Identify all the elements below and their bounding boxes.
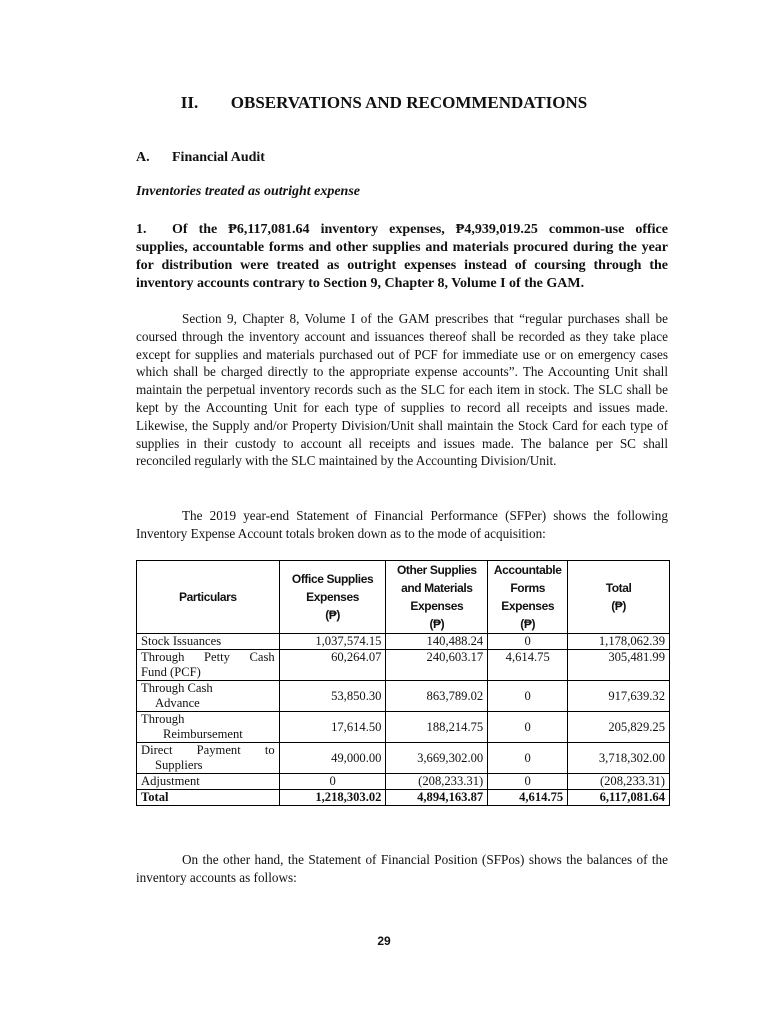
sfper-paragraph — [136, 507, 668, 543]
cell-total: (208,233.31) — [568, 774, 670, 790]
cell-other: 863,789.02 — [386, 681, 488, 712]
header-office-supplies: Office Supplies Expenses (₱) — [279, 561, 386, 634]
cell-total: 917,639.32 — [568, 681, 670, 712]
observation-number: 1. — [136, 222, 147, 237]
cell-forms: 0 — [488, 634, 568, 650]
cell-office: 0 — [279, 774, 386, 790]
gam-paragraph — [136, 310, 668, 470]
row-label: Through Petty Cash Fund (PCF) — [137, 650, 280, 681]
cell-other: 3,669,302.00 — [386, 743, 488, 774]
total-other: 4,894,163.87 — [386, 790, 488, 806]
cell-other: 240,603.17 — [386, 650, 488, 681]
row-label: Through Cash Advance — [137, 681, 280, 712]
row-label: Through Reimbursement — [137, 712, 280, 743]
cell-total: 205,829.25 — [568, 712, 670, 743]
cell-total: 3,718,302.00 — [568, 743, 670, 774]
section-number: II. — [180, 93, 199, 112]
table-header-row — [137, 561, 670, 634]
table-row — [137, 712, 670, 743]
total-office: 1,218,303.02 — [279, 790, 386, 806]
table-row — [137, 774, 670, 790]
cell-office: 53,850.30 — [279, 681, 386, 712]
page-number: 29 — [377, 934, 391, 948]
sfpos-paragraph — [136, 851, 668, 887]
cell-other: (208,233.31) — [386, 774, 488, 790]
row-label: Direct Payment to Suppliers — [137, 743, 280, 774]
cell-other: 140,488.24 — [386, 634, 488, 650]
header-particulars: Particulars — [137, 561, 280, 634]
gam-paragraph-text: Section 9, Chapter 8, Volume I of the GAM prescribes that “regular purchases shall be coursed through the inventory account and issuances thereof shall be recorded as they take place except for supplies and materials purchased out of PCF for immediate use or on emergency cases which shall be charged directly to the appropriate expense accounts”. The Accounting Unit shall maintain the perpetual inventory records such as the SLC for each item in stock. The SLC shall be kept by the Accounting Unit for each type of supplies to record all receipts and issues made. Likewise, the Supply and/or Property Division/Unit shall maintain the Stock Card for each type of supplies in their custody to account all receipts and issues made. The balance per SC shall reconciled regularly with the SLC maintained by the Accounting Division/Unit. — [136, 311, 668, 469]
table-row — [137, 681, 670, 712]
cell-office: 60,264.07 — [279, 650, 386, 681]
total-forms: 4,614.75 — [488, 790, 568, 806]
table-row — [137, 650, 670, 681]
row-label: Adjustment — [137, 774, 280, 790]
total-label: Total — [137, 790, 280, 806]
cell-total: 1,178,062.39 — [568, 634, 670, 650]
subsection-letter: A. — [136, 150, 150, 165]
sfpos-paragraph-text: On the other hand, the Statement of Financial Position (SFPos) shows the balances of the inventory accounts as follows: — [136, 852, 668, 885]
table-row — [137, 634, 670, 650]
cell-other: 188,214.75 — [386, 712, 488, 743]
sfper-paragraph-text: The 2019 year-end Statement of Financial Performance (SFPer) shows the following Inventory Expense Account totals broken down as to the mode of acquisition: — [136, 508, 668, 541]
topic-heading: Inventories treated as outright expense — [136, 184, 361, 199]
subsection-heading — [136, 150, 265, 166]
subsection-title: Financial Audit — [172, 150, 265, 165]
cell-forms: 0 — [488, 712, 568, 743]
cell-forms: 4,614.75 — [488, 650, 568, 681]
row-label: Stock Issuances — [137, 634, 280, 650]
cell-office: 17,614.50 — [279, 712, 386, 743]
section-heading — [0, 93, 768, 113]
section-title: OBSERVATIONS AND RECOMMENDATIONS — [230, 93, 588, 112]
cell-office: 1,037,574.15 — [279, 634, 386, 650]
header-other-supplies: Other Supplies and Materials Expenses (₱) — [386, 561, 488, 634]
cell-forms: 0 — [488, 743, 568, 774]
cell-forms: 0 — [488, 774, 568, 790]
cell-office: 49,000.00 — [279, 743, 386, 774]
observation-text: Of the ₱6,117,081.64 inventory expenses, ₱4,939,019.25 common-use office supplies, accountable forms and other supplies and materials procured during the year for distribution were treated as outright expenses instead of coursing through the inventory accounts contrary to Section 9, Chapter 8, Volume I of the GAM. — [136, 222, 668, 291]
total-total: 6,117,081.64 — [568, 790, 670, 806]
header-accountable-forms: Accountable Forms Expenses (₱) — [488, 561, 568, 634]
cell-forms: 0 — [488, 681, 568, 712]
header-total: Total (₱) — [568, 561, 670, 634]
table-row — [137, 743, 670, 774]
table-total-row — [137, 790, 670, 806]
inventory-expense-table — [136, 560, 670, 806]
observation-paragraph — [136, 221, 668, 293]
cell-total: 305,481.99 — [568, 650, 670, 681]
